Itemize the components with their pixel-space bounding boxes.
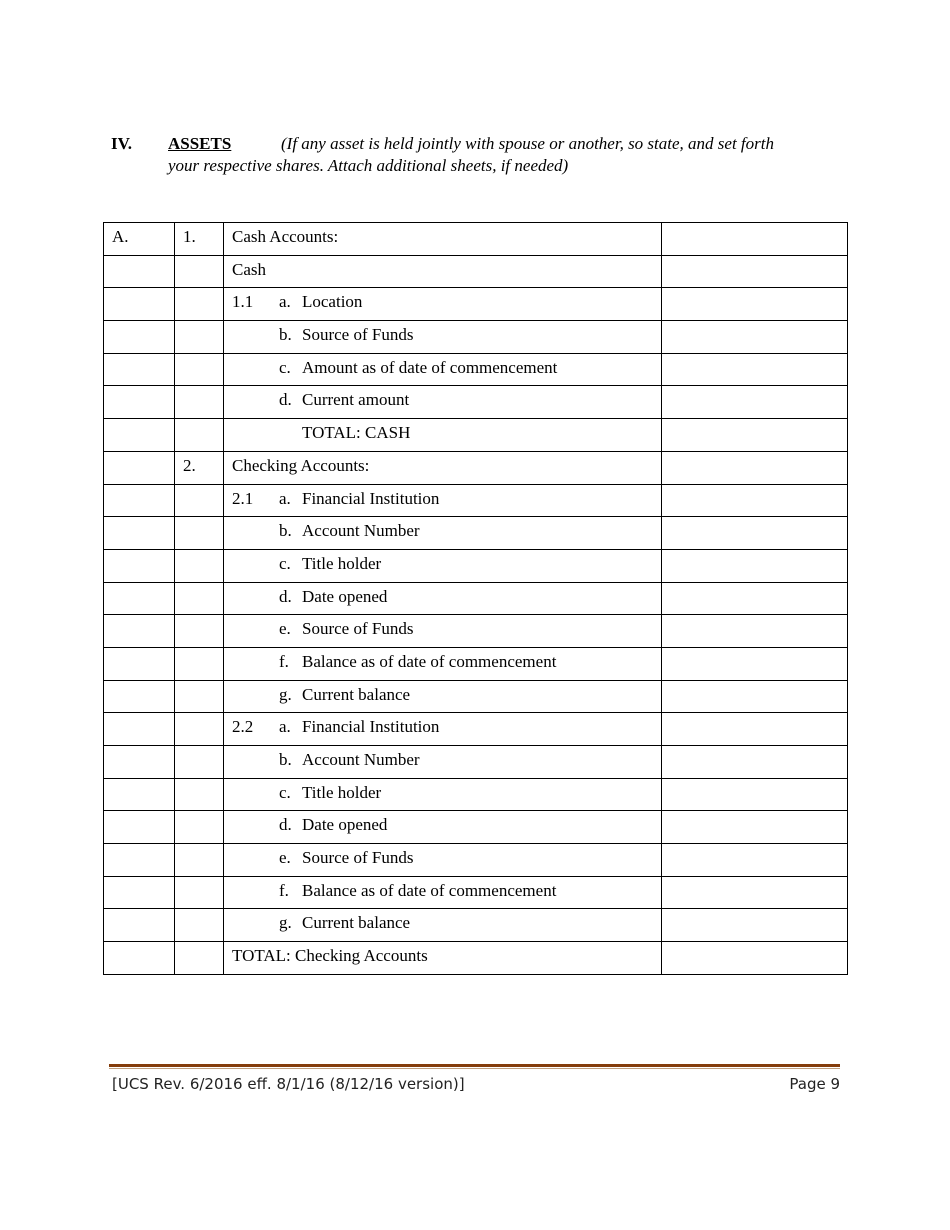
description-letter: d. (279, 815, 292, 835)
cell-item-number (175, 321, 224, 354)
cell-part (104, 451, 175, 484)
description (224, 681, 661, 708)
description (224, 517, 661, 544)
item-number (175, 844, 223, 871)
description-section: Checking Accounts: (232, 455, 370, 475)
value-entry-cell[interactable] (662, 680, 848, 713)
table-row (104, 549, 848, 582)
part-label (104, 779, 174, 806)
part-label (104, 811, 174, 838)
value-entry-cell[interactable] (662, 844, 848, 877)
table-row (104, 386, 848, 419)
value-entry-cell[interactable] (662, 255, 848, 288)
part-label (104, 354, 174, 381)
part-label: A. (112, 227, 129, 246)
value-entry-cell[interactable] (662, 811, 848, 844)
description-letter: b. (279, 750, 292, 769)
cell-item-number (175, 484, 224, 517)
cell-item-number (175, 942, 224, 975)
cell-description (224, 484, 662, 517)
table-row (104, 419, 848, 452)
cell-description (224, 255, 662, 288)
value-entry-cell[interactable] (662, 517, 848, 550)
description-section: TOTAL: Checking Accounts (232, 946, 428, 966)
description-letter: b. (279, 325, 292, 345)
cell-item-number (175, 909, 224, 942)
assets-table (103, 222, 848, 975)
part-label (104, 746, 174, 773)
cell-description (224, 876, 662, 909)
table-row (104, 844, 848, 877)
item-number (175, 550, 223, 577)
description-text: Date opened (302, 815, 388, 835)
description (224, 779, 661, 806)
cell-description (224, 386, 662, 419)
table-row (104, 223, 848, 256)
description (224, 615, 661, 642)
cell-item-number (175, 386, 224, 419)
item-number (175, 615, 223, 642)
description (224, 844, 661, 871)
description-text: Current balance (302, 913, 411, 933)
description-letter: d. (279, 586, 292, 606)
cell-part (104, 778, 175, 811)
description-text: Account Number (302, 521, 420, 541)
value-entry-cell[interactable] (662, 647, 848, 680)
description-letter: c. (279, 782, 291, 802)
cell-description (224, 321, 662, 354)
cell-part (104, 353, 175, 386)
description (224, 223, 661, 250)
table-row (104, 255, 848, 288)
part-label (104, 648, 174, 675)
cell-item-number (175, 615, 224, 648)
value-entry-cell[interactable] (662, 223, 848, 256)
table-row (104, 647, 848, 680)
cell-item-number (175, 778, 224, 811)
description-text: Balance as of date of commencement (302, 651, 557, 671)
description-letter: g. (279, 684, 292, 704)
cell-item-number (175, 811, 224, 844)
cell-description (224, 419, 662, 452)
page-number: Page 9 (789, 1075, 840, 1093)
cell-part (104, 942, 175, 975)
table-row (104, 353, 848, 386)
cell-description (224, 451, 662, 484)
part-label (104, 844, 174, 871)
part-label (104, 909, 174, 936)
cell-item-number (175, 746, 224, 779)
description-section: Cash (232, 259, 266, 279)
description-letter: a. (279, 292, 291, 312)
table-row (104, 484, 848, 517)
value-entry-cell[interactable] (662, 321, 848, 354)
value-entry-cell[interactable] (662, 713, 848, 746)
description-text: TOTAL: CASH (302, 423, 411, 443)
section-note-line1: (If any asset is held jointly with spouse or another, so state, and set forth (281, 134, 774, 153)
table-row (104, 746, 848, 779)
table-row (104, 680, 848, 713)
description-letter: e. (279, 848, 291, 868)
cell-item-number (175, 680, 224, 713)
value-entry-cell[interactable] (662, 942, 848, 975)
table-row (104, 615, 848, 648)
value-entry-cell[interactable] (662, 582, 848, 615)
description-text: Source of Funds (302, 619, 414, 639)
cell-part (104, 582, 175, 615)
description (224, 288, 661, 315)
description-section: 2.2 (232, 717, 254, 737)
description (224, 713, 661, 740)
description-text: Date opened (302, 586, 388, 606)
part-label (104, 485, 174, 512)
table-row (104, 517, 848, 550)
cell-part (104, 876, 175, 909)
cell-part (104, 386, 175, 419)
section-number: IV. (111, 134, 132, 153)
item-number (175, 288, 223, 315)
table-row (104, 778, 848, 811)
part-label (104, 517, 174, 544)
item-number (175, 681, 223, 708)
item-number (175, 713, 223, 740)
description (224, 909, 661, 936)
description-section: Cash Accounts: (232, 227, 339, 246)
part-label (104, 681, 174, 708)
description-text: Source of Funds (302, 848, 414, 868)
cell-item-number (175, 288, 224, 321)
item-number (175, 583, 223, 610)
description (224, 811, 661, 838)
cell-part (104, 517, 175, 550)
item-number (175, 877, 223, 904)
cell-item-number (175, 353, 224, 386)
description-letter: c. (279, 553, 291, 573)
description-text: Current balance (302, 684, 411, 704)
description (224, 583, 661, 610)
item-number (175, 942, 223, 969)
part-label (104, 256, 174, 283)
item-number (175, 386, 223, 413)
item-number: 1. (183, 227, 196, 246)
cell-part (104, 844, 175, 877)
description-text: Amount as of date of commencement (302, 357, 558, 377)
cell-description (224, 844, 662, 877)
description-letter: c. (279, 357, 291, 377)
description (224, 321, 661, 348)
cell-part (104, 288, 175, 321)
item-number (175, 485, 223, 512)
value-entry-cell[interactable] (662, 484, 848, 517)
item-number (175, 256, 223, 283)
description-text: Source of Funds (302, 325, 414, 345)
cell-part (104, 484, 175, 517)
description (224, 419, 661, 446)
value-entry-cell[interactable] (662, 778, 848, 811)
description-letter: b. (279, 521, 292, 541)
item-number (175, 354, 223, 381)
item-number (175, 419, 223, 446)
cell-description (224, 223, 662, 256)
footer-revision: [UCS Rev. 6/2016 eff. 8/1/16 (8/12/16 version)] (112, 1075, 465, 1093)
cell-part (104, 549, 175, 582)
cell-description (224, 353, 662, 386)
part-label (104, 877, 174, 904)
cell-part (104, 255, 175, 288)
cell-item-number (175, 582, 224, 615)
part-label (104, 321, 174, 348)
description (224, 452, 661, 479)
description (224, 648, 661, 675)
value-entry-cell[interactable] (662, 909, 848, 942)
description (224, 550, 661, 577)
part-label (104, 583, 174, 610)
cell-item-number (175, 419, 224, 452)
part-label (104, 942, 174, 969)
section-note-line2: your respective shares. Attach additional sheets, if needed) (168, 156, 569, 175)
item-number: 2. (183, 455, 196, 475)
table-row (104, 909, 848, 942)
cell-description (224, 778, 662, 811)
description (224, 877, 661, 904)
description (224, 256, 661, 283)
item-number (175, 811, 223, 838)
cell-item-number (175, 876, 224, 909)
cell-part (104, 647, 175, 680)
part-label (104, 386, 174, 413)
part-label (104, 419, 174, 446)
description-text: Location (302, 292, 363, 312)
cell-item-number (175, 549, 224, 582)
item-number (175, 321, 223, 348)
description (224, 942, 661, 969)
value-entry-cell[interactable] (662, 386, 848, 419)
description-text: Balance as of date of commencement (302, 880, 557, 900)
section-title: ASSETS (168, 134, 232, 153)
description-text: Account Number (302, 750, 420, 769)
item-number (175, 909, 223, 936)
table-row (104, 288, 848, 321)
description-letter: a. (279, 488, 291, 508)
footer-rule-thin (109, 1068, 840, 1069)
value-entry-cell[interactable] (662, 876, 848, 909)
cell-part (104, 713, 175, 746)
cell-description (224, 288, 662, 321)
part-label (104, 452, 174, 479)
cell-part (104, 615, 175, 648)
cell-description (224, 909, 662, 942)
description (224, 485, 661, 512)
cell-description (224, 615, 662, 648)
part-label (104, 550, 174, 577)
value-entry-cell[interactable] (662, 549, 848, 582)
description-letter: e. (279, 619, 291, 639)
cell-item-number (175, 713, 224, 746)
table-row (104, 713, 848, 746)
item-number (175, 779, 223, 806)
description (224, 746, 661, 773)
cell-item-number (175, 451, 224, 484)
description-letter: g. (279, 913, 292, 933)
description-text: Title holder (302, 782, 382, 802)
description-text: Financial Institution (302, 488, 440, 508)
cell-description (224, 517, 662, 550)
cell-description (224, 680, 662, 713)
cell-description (224, 647, 662, 680)
cell-description (224, 942, 662, 975)
description (224, 386, 661, 413)
cell-description (224, 713, 662, 746)
description-text: Financial Institution (302, 717, 440, 737)
description (224, 354, 661, 381)
item-number (175, 648, 223, 675)
cell-part (104, 811, 175, 844)
value-entry-cell[interactable] (662, 451, 848, 484)
table-row (104, 451, 848, 484)
cell-description (224, 811, 662, 844)
item-number (175, 746, 223, 773)
description-letter: d. (279, 390, 292, 410)
cell-description (224, 582, 662, 615)
cell-part (104, 909, 175, 942)
description-letter: f. (279, 651, 289, 671)
item-number (175, 517, 223, 544)
cell-item-number (175, 647, 224, 680)
cell-part (104, 419, 175, 452)
cell-part (104, 321, 175, 354)
table-row (104, 811, 848, 844)
value-entry-cell[interactable] (662, 746, 848, 779)
cell-description (224, 746, 662, 779)
cell-item-number (175, 517, 224, 550)
table-row (104, 582, 848, 615)
cell-part (104, 746, 175, 779)
part-label (104, 288, 174, 315)
cell-item-number (175, 255, 224, 288)
value-entry-cell[interactable] (662, 419, 848, 452)
description-letter: a. (279, 717, 291, 737)
cell-part (104, 680, 175, 713)
footer-rule (109, 1064, 840, 1067)
part-label (104, 713, 174, 740)
description-letter: f. (279, 880, 289, 900)
table-row (104, 321, 848, 354)
cell-item-number (175, 223, 224, 256)
description-text: Current amount (302, 390, 410, 410)
value-entry-cell[interactable] (662, 615, 848, 648)
table-row (104, 876, 848, 909)
cell-item-number (175, 844, 224, 877)
description-text: Title holder (302, 553, 382, 573)
description-section: 1.1 (232, 292, 254, 312)
part-label (104, 615, 174, 642)
cell-description (224, 549, 662, 582)
cell-part (104, 223, 175, 256)
value-entry-cell[interactable] (662, 288, 848, 321)
table-row (104, 942, 848, 975)
value-entry-cell[interactable] (662, 353, 848, 386)
description-section: 2.1 (232, 488, 254, 508)
